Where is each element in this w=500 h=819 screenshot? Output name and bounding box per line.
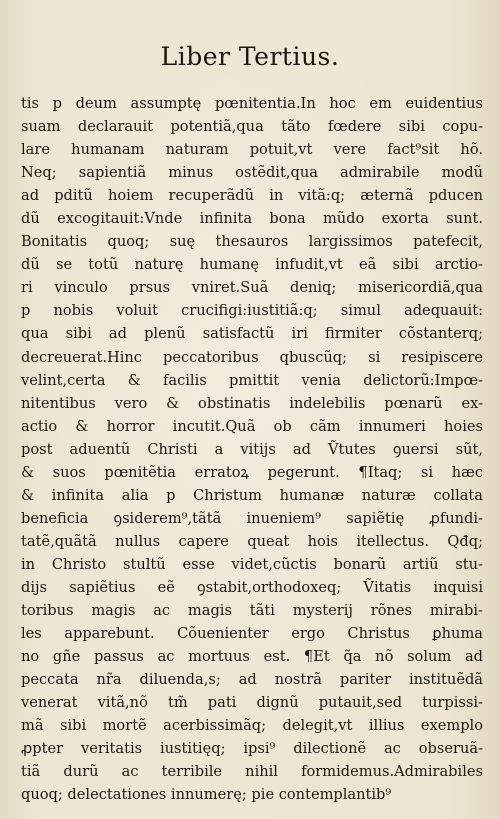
text-line: mã sibi mortẽ acerbissimãq; delegit,vt illius exemplo <box>21 717 483 735</box>
text-line: ꝓpter veritatis iustitięq; ipsi⁹ dilectionẽ ac obseruã- <box>21 740 483 758</box>
text-line: nitentibus vero & obstinatis indelebilis pœnarũ ex- <box>21 394 483 412</box>
text-line: venerat vitã,nõ tm̃ pati dignũ putauit,sed turpissi- <box>21 694 483 712</box>
text-line: tatẽ,quãtã nullus capere queat hois itellectus. Qđq; <box>21 532 483 550</box>
text-line: dijs sapiẽtius eẽ ꝯstabit,orthodoxeq; Ṽitatis inquisi <box>21 578 483 596</box>
text-line: lare humanam naturam potuit,vt vere fact⁹sit hõ. <box>21 141 483 159</box>
text-block <box>21 92 483 806</box>
text-line: dũ se totũ naturę humanę infudit,vt eã sibi arctio- <box>21 256 483 274</box>
text-line: Neq; sapientiã minus ostẽdit,qua admirabile modũ <box>21 164 483 182</box>
text-line: actio & horror incutit.Quã ob cãm innumeri hoies <box>21 417 483 435</box>
text-line: post aduentũ Christi a vitijs ad Ṽtutes ꝯuersi sũt, <box>21 440 483 458</box>
text-line: velint,certa & facilis pmittit venia delictorũ:Impœ- <box>21 371 483 389</box>
text-line: in Christo stultũ esse videt,cũctis bonarũ artiũ stu- <box>21 555 483 573</box>
text-line: qua sibi ad plenũ satisfactũ iri firmiter cõstanterq; <box>21 325 483 343</box>
text-line: dũ excogitauit:Vnde infinita bona mũdo exorta sunt. <box>21 210 483 228</box>
text-line: Bonitatis quoq; suę thesauros largissimos patefecit, <box>21 233 483 251</box>
text-line: p nobis voluit crucifigi:iustitiã:q; simul adequauit: <box>21 302 483 320</box>
text-line: no gñe passus ac mortuus est. ¶Et q̃a nõ solum ad <box>21 648 483 666</box>
text-line: les apparebunt. Cõuenienter ergo Christus ꝑhuma <box>21 625 483 643</box>
text-line: beneficia ꝯsiderem⁹,tãtã inueniem⁹ sapiẽtię ꝓfundi- <box>21 509 483 527</box>
text-line: tiã durũ ac terribile nihil formidemus.Admirabiles <box>21 763 483 781</box>
text-line: & infinita alia p Christum humanæ naturæ collata <box>21 486 483 504</box>
text-line: tis p deum assumptę pœnitentia.In hoc em euidentius <box>21 95 483 112</box>
text-line: ad pditũ hoiem recuperãdũ in vitã:q; æternã pducen <box>21 187 483 205</box>
text-line: peccata nr̃a diluenda,s; ad nostrã pariter instituẽdã <box>21 671 483 689</box>
text-line: suam declarauit potentiã,qua tãto fœdere sibi copu- <box>21 118 483 136</box>
text-line: decreuerat.Hinc peccatoribus qbuscũq; si resipiscere <box>21 348 483 366</box>
text-line: toribus magis ac magis tãti mysterij rõnes mirabi- <box>21 602 483 620</box>
running-head: Liber Tertius. <box>160 42 340 71</box>
text-line: & suos pœnitẽtia erratoꝝ pegerunt. ¶Itaq; si hæc <box>21 463 483 481</box>
text-line: ri vinculo prsus vniret.Suã deniq; misericordiã,qua <box>21 279 483 297</box>
text-line: quoq; delectationes innumerę; pie contemplantib⁹ <box>21 786 392 804</box>
